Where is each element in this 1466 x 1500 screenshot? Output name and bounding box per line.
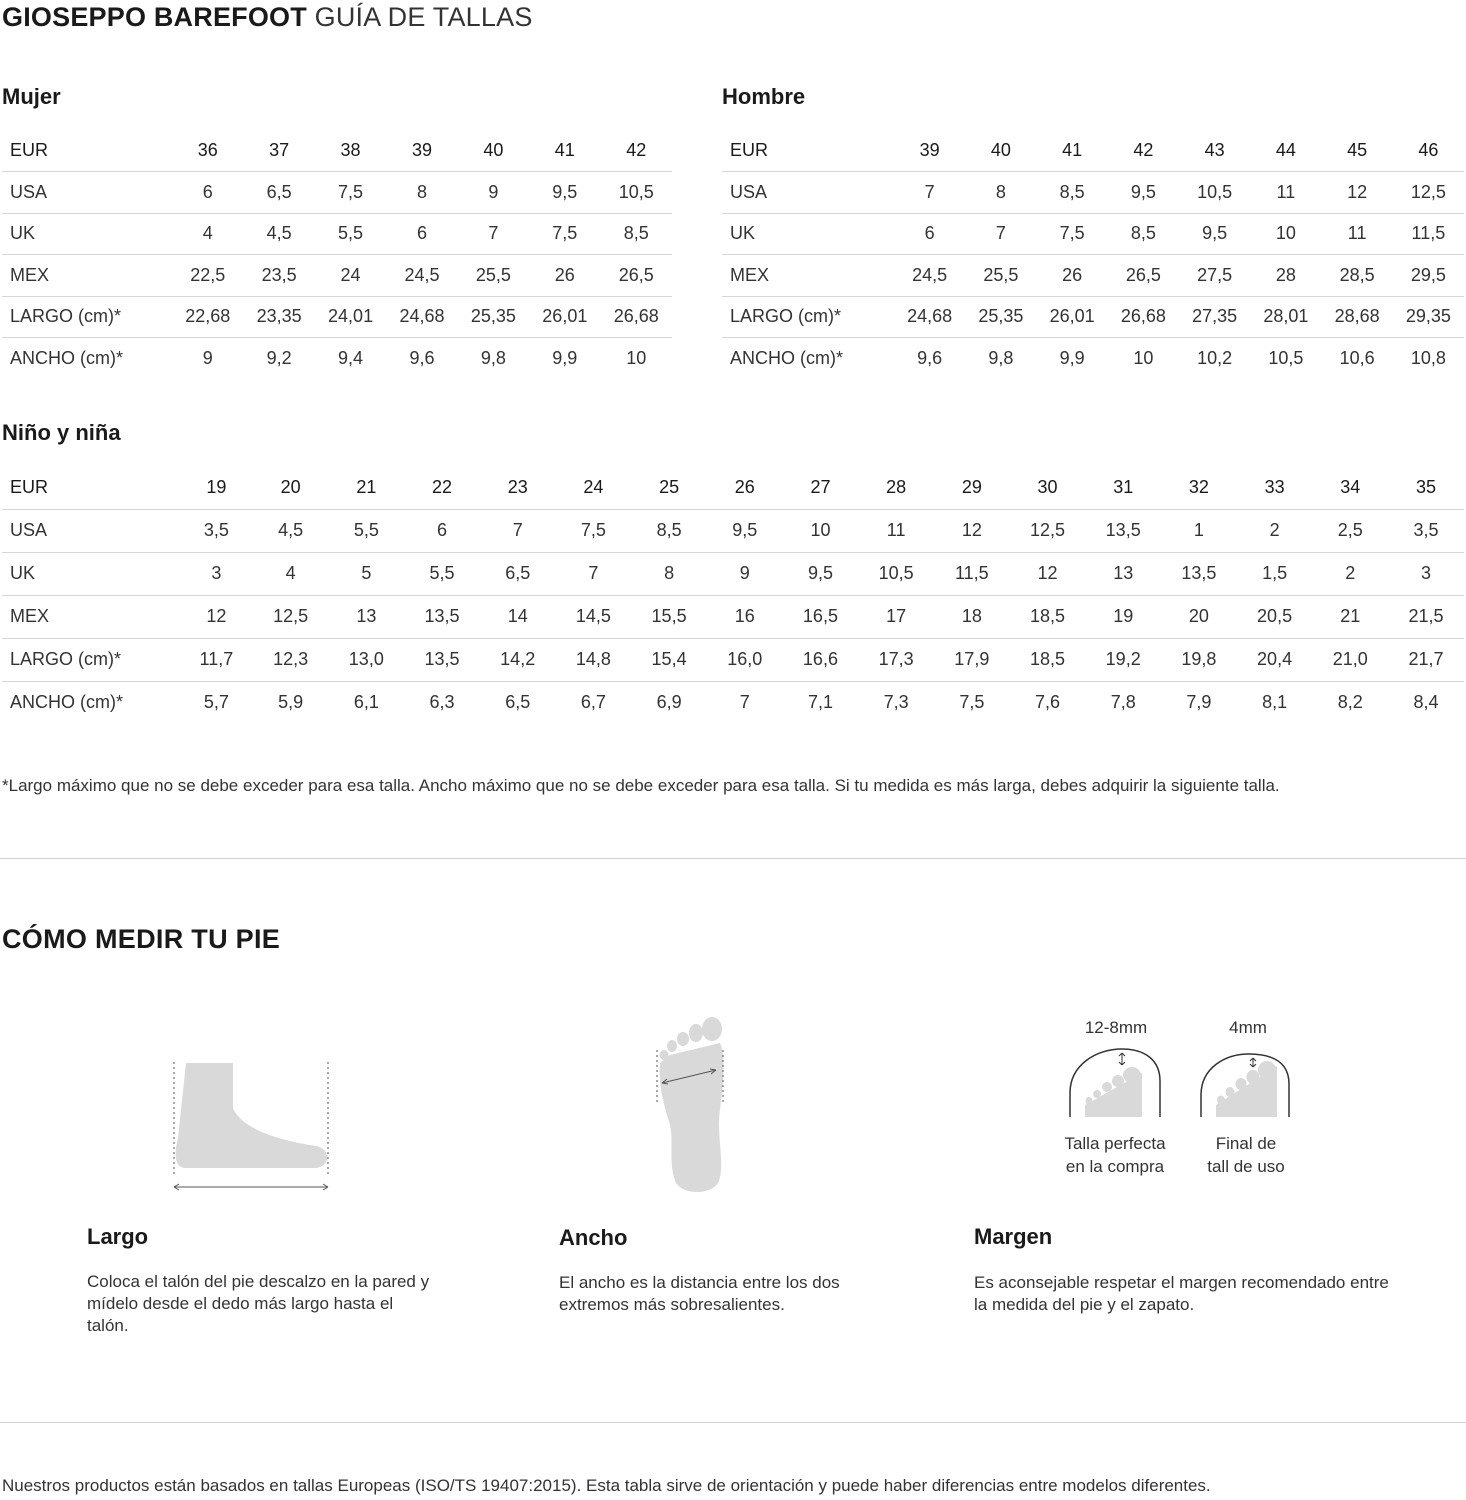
size-cell: 36 xyxy=(172,130,243,172)
size-cell: 6,3 xyxy=(429,692,455,713)
size-cell: 25,35 xyxy=(458,296,529,338)
margin-caption-perfect xyxy=(1050,1132,1180,1178)
size-cell: 25,35 xyxy=(965,296,1036,338)
size-cell: 19 xyxy=(180,466,253,509)
size-cell: 23,5 xyxy=(243,255,314,297)
size-cell: 28 xyxy=(858,466,934,509)
size-cell: 6,9 xyxy=(656,692,682,713)
row-label: USA xyxy=(2,509,180,552)
size-cell: 40 xyxy=(458,130,529,172)
size-cell: 26 xyxy=(707,466,783,509)
size-cell: 17,3 xyxy=(858,638,934,681)
size-cell: 14,5 xyxy=(556,595,632,638)
size-cell: 11,7 xyxy=(180,638,253,681)
size-cell: 5,5 xyxy=(328,509,404,552)
size-cell: 16,5 xyxy=(783,595,859,638)
size-cell: 9,6 xyxy=(409,348,435,368)
size-cell: 39 xyxy=(386,130,457,172)
size-cell: 18,5 xyxy=(1010,595,1086,638)
size-cell: 26,01 xyxy=(529,296,600,338)
size-cell: 18 xyxy=(934,595,1010,638)
size-cell: 16,6 xyxy=(783,638,859,681)
size-cell: 44 xyxy=(1250,130,1321,172)
margin-label-final: 4mm xyxy=(1229,1018,1267,1037)
size-cell: 26,68 xyxy=(601,296,672,338)
size-cell: 9,9 xyxy=(1059,348,1085,368)
size-cell: 24,68 xyxy=(894,296,965,338)
margin-caption-final xyxy=(1186,1132,1306,1178)
row-label: ANCHO (cm)* xyxy=(10,692,123,713)
size-cell: 26 xyxy=(1037,255,1108,297)
size-cell: 13,5 xyxy=(1161,552,1237,595)
size-cell: 26,5 xyxy=(601,255,672,297)
size-cell: 8 xyxy=(965,172,1036,214)
size-cell: 10 xyxy=(626,348,647,368)
size-cell: 9 xyxy=(458,172,529,214)
row-label: MEX xyxy=(2,595,180,638)
table-row xyxy=(2,130,672,172)
size-cell: 7 xyxy=(458,213,529,255)
section-title-nino: Niño y niña xyxy=(2,420,121,445)
row-label: ANCHO (cm)* xyxy=(10,348,123,368)
row-label: USA xyxy=(722,172,894,214)
size-cell: 42 xyxy=(601,130,672,172)
size-cell: 4,5 xyxy=(253,509,329,552)
size-cell: 7,5 xyxy=(529,213,600,255)
size-cell: 13,5 xyxy=(404,638,480,681)
size-cell: 6,7 xyxy=(580,692,606,713)
row-label: EUR xyxy=(2,130,172,172)
size-cell: 23,35 xyxy=(243,296,314,338)
size-cell: 9,5 xyxy=(783,552,859,595)
table-row xyxy=(2,552,1464,595)
size-cell: 10,5 xyxy=(858,552,934,595)
size-cell: 8 xyxy=(386,172,457,214)
size-cell: 13,5 xyxy=(1085,509,1161,552)
size-cell: 7,5 xyxy=(315,172,386,214)
size-cell: 4 xyxy=(253,552,329,595)
size-cell: 20,4 xyxy=(1237,638,1313,681)
size-cell: 29,35 xyxy=(1393,296,1464,338)
size-cell: 25,5 xyxy=(458,255,529,297)
size-cell: 37 xyxy=(243,130,314,172)
row-label: LARGO (cm)* xyxy=(2,638,180,681)
size-cell: 12,5 xyxy=(1393,172,1464,214)
row-label: MEX xyxy=(2,255,172,297)
size-cell: 28 xyxy=(1250,255,1321,297)
margin-caption-perfect-line2: en la compra xyxy=(1065,1157,1165,1176)
size-cell: 9,9 xyxy=(552,348,578,368)
table-row xyxy=(2,255,672,297)
size-cell: 26,5 xyxy=(1108,255,1179,297)
size-cell: 9,8 xyxy=(988,348,1014,368)
size-cell: 41 xyxy=(1037,130,1108,172)
size-cell: 1 xyxy=(1161,509,1237,552)
size-cell: 9,5 xyxy=(1108,172,1179,214)
size-cell: 27,35 xyxy=(1179,296,1250,338)
size-cell: 6 xyxy=(894,213,965,255)
row-label: EUR xyxy=(2,466,180,509)
size-cell: 6,1 xyxy=(353,692,379,713)
size-cell: 9,5 xyxy=(529,172,600,214)
table-row xyxy=(2,296,672,338)
size-cell: 12,3 xyxy=(253,638,329,681)
size-cell: 26 xyxy=(529,255,600,297)
size-cell: 34 xyxy=(1312,466,1388,509)
table-row xyxy=(722,172,1464,214)
size-cell: 10,8 xyxy=(1410,348,1446,368)
size-cell: 7,6 xyxy=(1035,692,1061,713)
size-cell: 42 xyxy=(1108,130,1179,172)
size-cell: 32 xyxy=(1161,466,1237,509)
size-cell: 15,5 xyxy=(631,595,707,638)
size-cell: 26,01 xyxy=(1037,296,1108,338)
size-cell: 10,5 xyxy=(1179,172,1250,214)
size-cell: 5,5 xyxy=(315,213,386,255)
size-cell: 28,5 xyxy=(1322,255,1393,297)
margen-text: Es aconsejable respetar el margen recomendado entre la medida del pie y el zapato. xyxy=(974,1273,1389,1314)
size-cell: 2 xyxy=(1237,509,1313,552)
size-cell: 21 xyxy=(1312,595,1388,638)
size-cell: 21,5 xyxy=(1388,595,1464,638)
row-label: UK xyxy=(722,213,894,255)
size-cell: 12 xyxy=(1010,552,1086,595)
size-cell: 10,5 xyxy=(1268,348,1304,368)
size-cell: 7,8 xyxy=(1110,692,1136,713)
size-cell: 12 xyxy=(934,509,1010,552)
table-row xyxy=(2,638,1464,681)
size-cell: 21,0 xyxy=(1312,638,1388,681)
size-cell: 16 xyxy=(707,595,783,638)
size-cell: 11,5 xyxy=(1393,213,1464,255)
size-cell: 11,5 xyxy=(934,552,1010,595)
size-cell: 14,8 xyxy=(556,638,632,681)
row-label: UK xyxy=(2,213,172,255)
divider-bottom xyxy=(0,1422,1466,1423)
size-cell: 9 xyxy=(202,348,213,368)
size-cell: 19,8 xyxy=(1161,638,1237,681)
table-row xyxy=(2,172,672,214)
size-cell: 1,5 xyxy=(1237,552,1313,595)
size-cell: 13,0 xyxy=(328,638,404,681)
size-cell: 29 xyxy=(934,466,1010,509)
page-subtitle: GUÍA DE TALLAS xyxy=(314,2,533,32)
size-cell: 31 xyxy=(1085,466,1161,509)
size-cell: 10 xyxy=(1133,348,1154,368)
size-cell: 28,01 xyxy=(1250,296,1321,338)
size-cell: 24,5 xyxy=(386,255,457,297)
size-cell: 7,3 xyxy=(883,692,909,713)
size-cell: 15,4 xyxy=(631,638,707,681)
size-cell: 9,6 xyxy=(917,348,943,368)
size-cell: 5,9 xyxy=(278,692,304,713)
size-cell: 10 xyxy=(1250,213,1321,255)
size-cell: 20,5 xyxy=(1237,595,1313,638)
size-cell: 25,5 xyxy=(965,255,1036,297)
size-cell: 8,5 xyxy=(1037,172,1108,214)
size-cell: 46 xyxy=(1393,130,1464,172)
size-cell: 4,5 xyxy=(243,213,314,255)
size-cell: 13 xyxy=(1085,552,1161,595)
size-cell: 2,5 xyxy=(1312,509,1388,552)
size-cell: 16,0 xyxy=(707,638,783,681)
row-label: UK xyxy=(2,552,180,595)
row-label: USA xyxy=(2,172,172,214)
row-label: EUR xyxy=(722,130,894,172)
size-cell: 10,6 xyxy=(1339,348,1375,368)
size-cell: 3,5 xyxy=(1388,509,1464,552)
size-cell: 8,4 xyxy=(1413,692,1439,713)
size-cell: 38 xyxy=(315,130,386,172)
row-label: LARGO (cm)* xyxy=(2,296,172,338)
size-cell: 18,5 xyxy=(1010,638,1086,681)
size-cell: 14,2 xyxy=(480,638,556,681)
size-footnote: *Largo máximo que no se debe exceder para esa talla. Ancho máximo que no se debe exceder para esa talla. Si tu medida es más larga, debes adquirir la siguiente talla. xyxy=(2,776,1280,795)
size-cell: 10,5 xyxy=(601,172,672,214)
size-table-hombre xyxy=(722,130,1464,379)
size-cell: 3,5 xyxy=(180,509,253,552)
page-title xyxy=(2,2,533,33)
largo-title: Largo xyxy=(87,1224,149,1249)
size-cell: 7,5 xyxy=(556,509,632,552)
size-cell: 13 xyxy=(328,595,404,638)
size-cell: 27 xyxy=(783,466,859,509)
size-cell: 24,01 xyxy=(315,296,386,338)
size-cell: 11 xyxy=(1322,213,1393,255)
size-cell: 9 xyxy=(707,552,783,595)
size-cell: 7 xyxy=(739,692,750,713)
bottom-note: Nuestros productos están basados en tallas Europeas (ISO/TS 19407:2015). Esta tabla sirve de orientación y puede haber diferencias entre modelos diferentes. xyxy=(2,1476,1211,1495)
size-cell: 24,5 xyxy=(894,255,965,297)
size-cell: 33 xyxy=(1237,466,1313,509)
size-cell: 3 xyxy=(180,552,253,595)
size-cell: 20 xyxy=(253,466,329,509)
size-cell: 12,5 xyxy=(253,595,329,638)
measure-title: CÓMO MEDIR TU PIE xyxy=(2,924,281,954)
size-cell: 8 xyxy=(631,552,707,595)
size-cell: 8,1 xyxy=(1262,692,1288,713)
size-cell: 11 xyxy=(858,509,934,552)
section-title-hombre: Hombre xyxy=(722,84,806,109)
size-cell: 9,8 xyxy=(480,348,506,368)
size-cell: 30 xyxy=(1010,466,1086,509)
size-cell: 43 xyxy=(1179,130,1250,172)
size-cell: 5,5 xyxy=(404,552,480,595)
table-row xyxy=(722,213,1464,255)
table-row xyxy=(2,338,672,380)
size-cell: 8,5 xyxy=(1108,213,1179,255)
margin-caption-final-line2: tall de uso xyxy=(1207,1157,1285,1176)
margen-title: Margen xyxy=(974,1224,1053,1249)
table-row xyxy=(722,296,1464,338)
margin-caption-perfect-line1: Talla perfecta xyxy=(1064,1134,1166,1153)
largo-text: Coloca el talón del pie descalzo en la pared y mídelo desde el dedo más largo hasta el talón. xyxy=(87,1272,430,1335)
foot-side-icon xyxy=(166,1058,336,1198)
size-cell: 7 xyxy=(894,172,965,214)
size-cell: 12 xyxy=(180,595,253,638)
size-cell: 9,5 xyxy=(707,509,783,552)
size-cell: 10,2 xyxy=(1197,348,1233,368)
size-cell: 22,5 xyxy=(172,255,243,297)
table-row xyxy=(2,595,1464,638)
size-cell: 8,5 xyxy=(631,509,707,552)
size-cell: 24,68 xyxy=(386,296,457,338)
shoe-margin-final-icon xyxy=(1197,1050,1293,1120)
size-cell: 7,9 xyxy=(1186,692,1212,713)
size-cell: 14 xyxy=(480,595,556,638)
size-cell: 9,5 xyxy=(1179,213,1250,255)
row-label: ANCHO (cm)* xyxy=(730,348,843,368)
row-label: LARGO (cm)* xyxy=(722,296,894,338)
size-cell: 4 xyxy=(172,213,243,255)
table-row xyxy=(2,509,1464,552)
foot-top-icon xyxy=(650,1015,740,1195)
size-cell: 8,5 xyxy=(601,213,672,255)
size-cell: 2 xyxy=(1312,552,1388,595)
size-cell: 21,7 xyxy=(1388,638,1464,681)
size-table-nino xyxy=(2,466,1464,724)
size-cell: 7,1 xyxy=(807,692,833,713)
size-cell: 29,5 xyxy=(1393,255,1464,297)
size-cell: 41 xyxy=(529,130,600,172)
margin-label-perfect: 12-8mm xyxy=(1084,1018,1148,1037)
size-cell: 20 xyxy=(1161,595,1237,638)
size-cell: 10 xyxy=(783,509,859,552)
size-cell: 25 xyxy=(631,466,707,509)
ancho-text: El ancho es la distancia entre los dos extremos más sobresalientes. xyxy=(559,1273,840,1314)
table-row xyxy=(2,466,1464,509)
section-title-mujer: Mujer xyxy=(2,84,61,109)
size-cell: 7 xyxy=(556,552,632,595)
size-table-mujer xyxy=(2,130,672,379)
size-cell: 6,5 xyxy=(480,552,556,595)
size-cell: 7,5 xyxy=(1037,213,1108,255)
table-row xyxy=(722,255,1464,297)
size-cell: 7 xyxy=(480,509,556,552)
size-cell: 12,5 xyxy=(1010,509,1086,552)
size-cell: 7 xyxy=(965,213,1036,255)
size-cell: 19 xyxy=(1085,595,1161,638)
margin-caption-final-line1: Final de xyxy=(1215,1134,1277,1153)
size-cell: 6 xyxy=(404,509,480,552)
size-cell: 12 xyxy=(1322,172,1393,214)
table-row xyxy=(722,338,1464,380)
size-cell: 27,5 xyxy=(1179,255,1250,297)
ancho-title: Ancho xyxy=(559,1225,628,1250)
size-cell: 22 xyxy=(404,466,480,509)
size-cell: 39 xyxy=(894,130,965,172)
size-cell: 24 xyxy=(556,466,632,509)
size-cell: 9,2 xyxy=(266,348,292,368)
shoe-margin-perfect-icon xyxy=(1066,1045,1162,1120)
size-cell: 6 xyxy=(172,172,243,214)
size-cell: 24 xyxy=(315,255,386,297)
size-cell: 6 xyxy=(386,213,457,255)
size-cell: 8,2 xyxy=(1337,692,1363,713)
size-cell: 7,5 xyxy=(959,692,985,713)
size-cell: 5 xyxy=(328,552,404,595)
size-cell: 17 xyxy=(858,595,934,638)
table-row xyxy=(2,681,1464,724)
size-cell: 6,5 xyxy=(505,692,531,713)
size-cell: 11 xyxy=(1250,172,1321,214)
size-cell: 6,5 xyxy=(243,172,314,214)
size-cell: 45 xyxy=(1322,130,1393,172)
brand-name: GIOSEPPO BAREFOOT xyxy=(2,2,307,32)
size-cell: 22,68 xyxy=(172,296,243,338)
size-cell: 26,68 xyxy=(1108,296,1179,338)
divider xyxy=(0,858,1466,859)
size-cell: 40 xyxy=(965,130,1036,172)
size-cell: 9,4 xyxy=(338,348,364,368)
size-cell: 19,2 xyxy=(1085,638,1161,681)
table-row xyxy=(722,130,1464,172)
table-row xyxy=(2,213,672,255)
row-label: MEX xyxy=(722,255,894,297)
size-cell: 5,7 xyxy=(203,692,229,713)
size-cell: 17,9 xyxy=(934,638,1010,681)
size-cell: 13,5 xyxy=(404,595,480,638)
size-cell: 23 xyxy=(480,466,556,509)
size-cell: 35 xyxy=(1388,466,1464,509)
size-cell: 28,68 xyxy=(1322,296,1393,338)
size-cell: 3 xyxy=(1388,552,1464,595)
size-cell: 21 xyxy=(328,466,404,509)
